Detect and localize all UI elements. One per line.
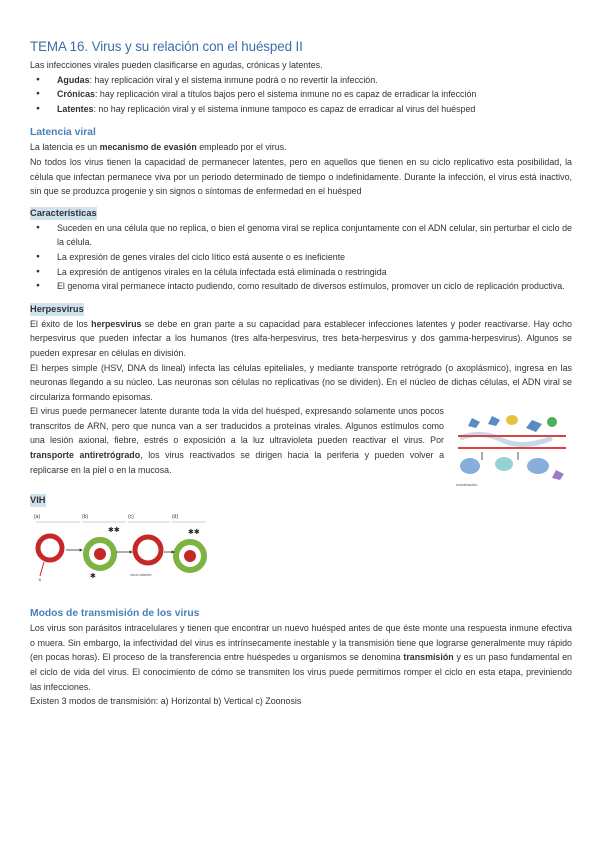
term: Latentes <box>57 103 94 114</box>
term: Crónicas <box>57 89 95 100</box>
text: El virus puede permanecer latente durante toda la vida del huésped, expresando solamente unos pocos transcritos de ARN, pero que nunca van a ser traducidos a proteínas virales. Algunos estímulos como una lesión axional, fiebre, estrés o exposición a la luz ultravioleta pueden reactivar el virus. Por <box>30 406 444 446</box>
panel-label: (b) <box>82 514 89 521</box>
list-item <box>30 87 572 102</box>
subheading-vih: VIH <box>30 495 46 506</box>
svg-text:reactivación: reactivación <box>456 482 478 488</box>
bold-text: transmisión <box>403 652 454 663</box>
subheading-herpesvirus: Herpesvirus <box>30 303 84 314</box>
text: se debe en gran parte a su capacidad para establecer infecciones latentes y poder reactivarse. Hay ocho herpesvirus que pueden infectar a los humanos (tres alfa-herpesvirus, tres beta-herpesvirus y dos gamma-herpesvirus). Algunos se pueden expresar en células en división. <box>30 318 572 358</box>
herpes-neuron-diagram <box>452 408 572 488</box>
bold-text: mecanismo de evasión <box>99 142 197 153</box>
paragraph <box>30 621 572 694</box>
paragraph <box>30 317 572 361</box>
term: Agudas <box>57 74 90 85</box>
text: La latencia es un <box>30 142 100 153</box>
list-item: ● La expresión de genes virales del ciclo lítico está ausente o es ineficiente <box>30 250 572 265</box>
term-desc: : hay replicación viral y el sistema inmune podrá o no revertir la infección. <box>89 74 378 85</box>
svg-text:virus latente: virus latente <box>130 572 152 578</box>
text: y es un paso fundamental en el ciclo de vida del virus. El conocimiento de cómo se transmiten los virus puede permitirnos romper el ciclo en esta etapa, previniendo las infecciones. <box>30 652 572 692</box>
paragraph: Existen 3 modos de transmisión: a) Horizontal b) Vertical c) Zoonosis <box>30 696 302 707</box>
bold-text: transporte antiretrógrado <box>30 450 141 461</box>
panel-label: (d) <box>172 514 179 521</box>
paragraph <box>30 140 572 155</box>
svg-text:✱: ✱ <box>90 573 96 581</box>
text: Los virus son parásitos intracelulares y tienen que encontrar un nuevo huésped antes de que éste monte una respuesta inmune efectiva o muera. Sin embargo, la infectividad del virus es intrínsecamente inestable y la transmisión tiene que lograrse generalmente muy rápido (en pocas horas). El proceso de la transferencia entre huéspedes u organismos se denomina <box>30 623 572 663</box>
section-heading-latencia: Latencia viral <box>30 127 96 139</box>
panel-label: (c) <box>128 514 134 521</box>
list-item: ● La expresión de antígenos virales en la célula infectada está eliminada o restringida <box>30 265 572 280</box>
caracteristicas-list <box>30 221 572 294</box>
svg-text:✱✱: ✱✱ <box>188 529 200 537</box>
intro-text: Las infecciones virales pueden clasificarse en agudas, crónicas y latentes. <box>30 60 323 70</box>
term-desc: : no hay replicación viral y el sistema inmune tampoco es capaz de erradicar al virus del huésped <box>93 103 476 114</box>
list-item: ● El genoma viral permanece intacto pudiendo, como resultado de diversos estímulos, promover un ciclo de replicación productiva. <box>30 279 572 294</box>
term-desc: : hay replicación viral a títulos bajos pero el sistema inmune no es capaz de erradicar la infección <box>94 89 477 100</box>
svg-text:✱✱: ✱✱ <box>108 527 120 535</box>
text: empleado por el virus. <box>196 142 287 153</box>
section-heading-modos: Modos de transmisión de los virus <box>30 608 200 620</box>
svg-text:×: × <box>38 578 42 585</box>
list-item <box>30 102 572 117</box>
infection-types-list <box>30 73 572 117</box>
paragraph: No todos los virus tienen la capacidad de permanecer latentes, pero en aquellos que tienen en su ciclo replicativo esta posibilidad, la célula que infectan permanece viva por un periodo determinado de tiempo o indefinidamente. Durante la infección, el virus está inactivo, sin que se produzca progenie y sin signos o síntomas de enfermedad en el huésped <box>30 156 572 197</box>
list-item <box>30 73 572 88</box>
subheading-caracteristicas: Características <box>30 207 97 218</box>
text: , los virus reactivados se dirigen hacia la periferia y pueden volver a replicarse en la piel o en la mucosa. <box>30 450 445 475</box>
bold-text: herpesvirus <box>91 318 142 329</box>
document-page <box>30 38 572 709</box>
text: El éxito de los <box>30 318 92 329</box>
vih-cell-diagram <box>30 510 210 600</box>
panel-label: (a) <box>34 514 41 521</box>
page-title: TEMA 16. Virus y su relación con el huésped II <box>30 39 303 54</box>
list-item: ● Suceden en una célula que no replica, o bien el genoma viral se replica conjuntamente con el ADN celular, sin perturbar el ciclo de la célula. <box>30 221 572 250</box>
paragraph: El herpes simple (HSV, DNA ds lineal) infecta las células epiteliales, y mediante transporte retrógrado (o axoplásmico), ingresa en las neuronas llegando a su núcleo. Las neuronas son células no replicativas (no se dividen). En el núcleo de dichas células, el ADN viral se circulariza formando episomas. <box>30 362 572 402</box>
